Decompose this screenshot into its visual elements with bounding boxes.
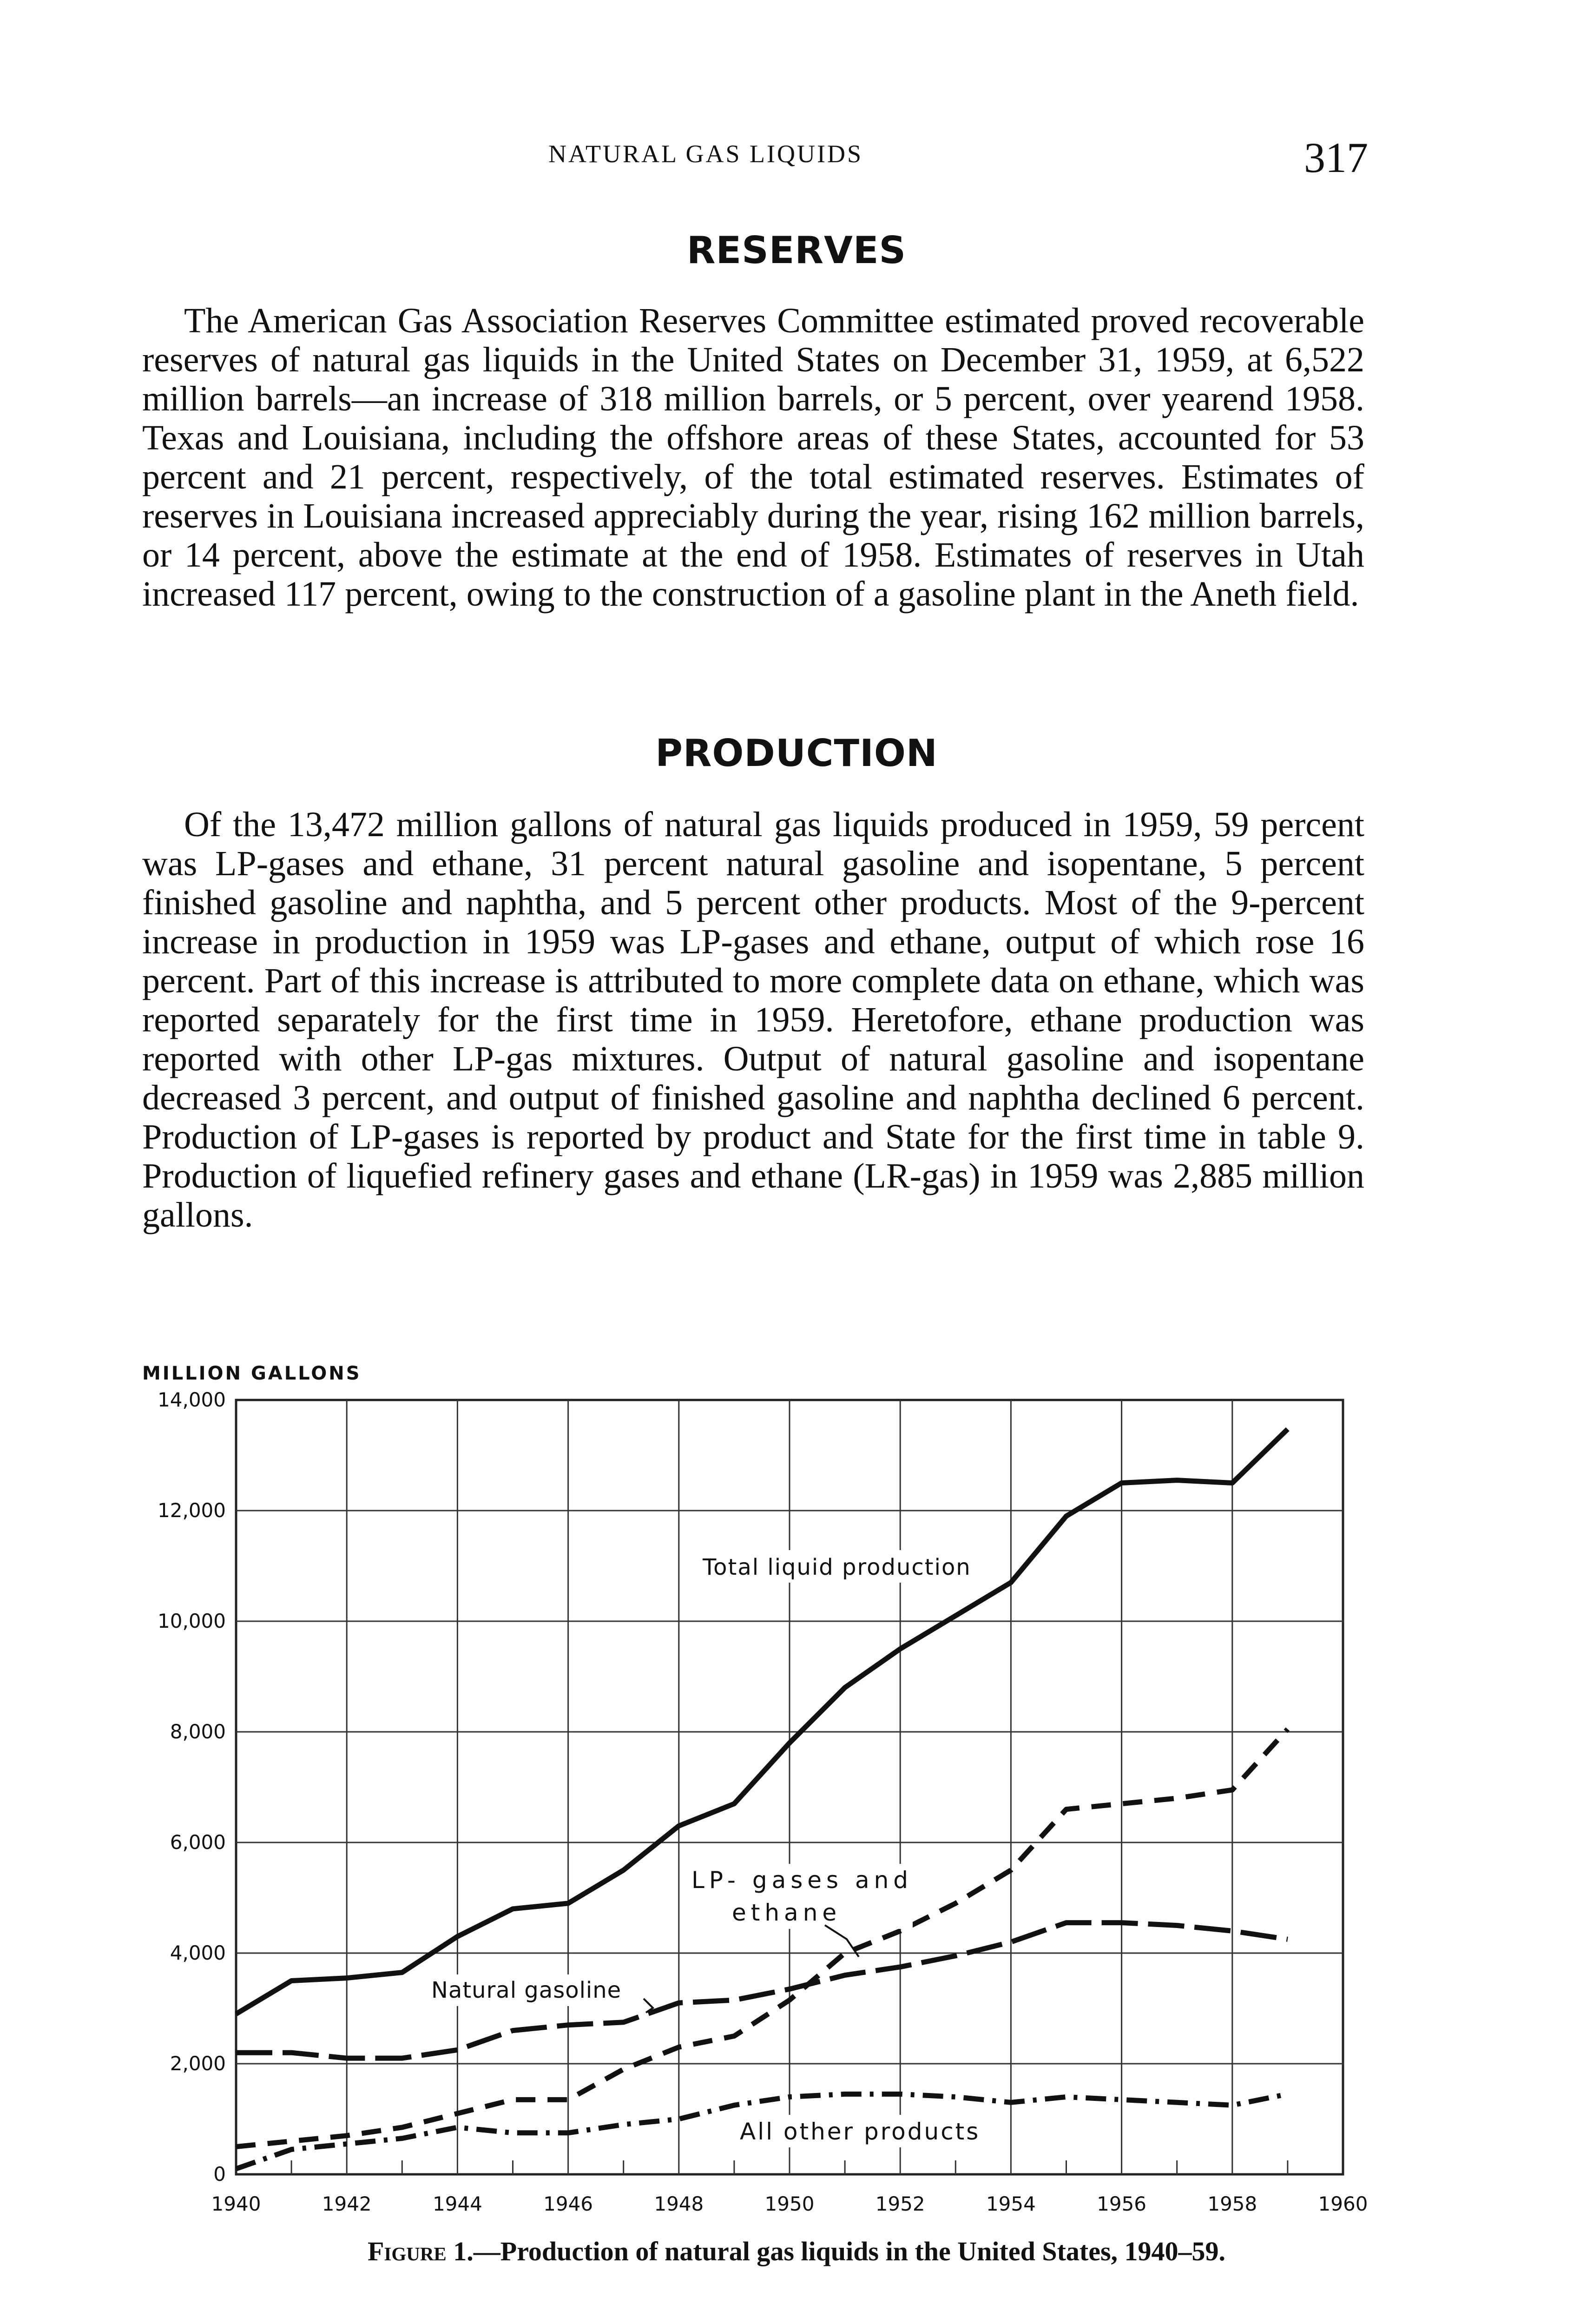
production-paragraph: Of the 13,472 million gallons of natural gas liquids produced in 1959, 59 percent was LP-gases and ethane, 31 percent natural gasoline and isopentane, 5 percent finished gasoline and naphtha, and 5 percent other products. Most of the 9-percent increase in production in 1959 was LP-gases and ethane, output of which rose 16 percent. Part of this increase is attributed to more complete data on ethane, which was reported separately for the first time in 1959. Heretofore, ethane production was reported with other LP-gas mixtures. Output of natural gasoline and isopentane decreased 3 percent, and output of finished gasoline and naphtha declined 6 percent. Production of LP-gases is reported by product and State for the first time in table 9. Production of liquefied refinery gases and ethane (LR-gas) in 1959 was 2,885 million gallons. bbox=[142, 805, 1364, 1235]
y-tick-label: 2,000 bbox=[170, 2052, 226, 2075]
x-tick-label: 1954 bbox=[986, 2192, 1036, 2215]
figure-caption bbox=[0, 2236, 1593, 2267]
reserves-paragraph: The American Gas Association Reserves Committee estimated proved recoverable reserves of natural gas liquids in the United States on December 31, 1959, at 6,522 million barrels—an increase of 318 million barrels, or 5 percent, over yearend 1958. Texas and Louisiana, including the offshore areas of these States, accounted for 53 percent and 21 percent, respectively, of the total estimated reserves. Estimates of reserves in Louisiana increased appreciably during the year, rising 162 million barrels, or 14 percent, above the estimate at the end of 1958. Estimates of reserves in Utah increased 117 percent, owing to the construction of a gasoline plant in the Aneth field. bbox=[142, 301, 1364, 614]
running-title: NATURAL GAS LIQUIDS bbox=[548, 140, 863, 168]
x-tick-label: 1942 bbox=[322, 2192, 372, 2215]
figure-caption-label: Figure 1. bbox=[367, 2236, 474, 2266]
series-label-natural-gasoline: Natural gasoline bbox=[431, 1977, 622, 2003]
x-tick-label: 1960 bbox=[1318, 2192, 1368, 2215]
x-tick-label: 1948 bbox=[654, 2192, 704, 2215]
x-tick-label: 1950 bbox=[764, 2192, 815, 2215]
series-label-other-products: All other products bbox=[740, 2118, 981, 2145]
x-tick-label: 1956 bbox=[1097, 2192, 1147, 2215]
series-line-2 bbox=[236, 1923, 1288, 2059]
y-tick-label: 6,000 bbox=[170, 1831, 226, 1854]
series-label-ethane: ethane bbox=[732, 1899, 842, 1926]
x-tick-label: 1940 bbox=[211, 2192, 261, 2215]
production-heading: PRODUCTION bbox=[655, 732, 938, 775]
y-axis-label: MILLION GALLONS bbox=[142, 1363, 362, 1384]
x-tick-label: 1944 bbox=[432, 2192, 482, 2215]
x-tick-label: 1946 bbox=[543, 2192, 593, 2215]
x-tick-label: 1952 bbox=[875, 2192, 925, 2215]
series-label-total: Total liquid production bbox=[703, 1554, 971, 1580]
y-tick-label: 4,000 bbox=[170, 1941, 226, 1964]
series-line-1 bbox=[236, 1729, 1288, 2146]
lp-pointer bbox=[825, 1925, 859, 1957]
series-label-lp-gases: LP- gases and bbox=[691, 1867, 913, 1894]
y-tick-label: 14,000 bbox=[158, 1388, 226, 1411]
y-tick-label: 8,000 bbox=[170, 1720, 226, 1743]
page-number: 317 bbox=[1304, 134, 1368, 181]
y-tick-label: 10,000 bbox=[158, 1610, 226, 1632]
y-tick-label: 12,000 bbox=[158, 1499, 226, 1522]
reserves-heading: RESERVES bbox=[686, 229, 907, 272]
x-tick-label: 1958 bbox=[1207, 2192, 1257, 2215]
y-tick-label: 0 bbox=[213, 2163, 226, 2185]
figure-caption-text: —Production of natural gas liquids in the United States, 1940–59. bbox=[473, 2236, 1226, 2266]
